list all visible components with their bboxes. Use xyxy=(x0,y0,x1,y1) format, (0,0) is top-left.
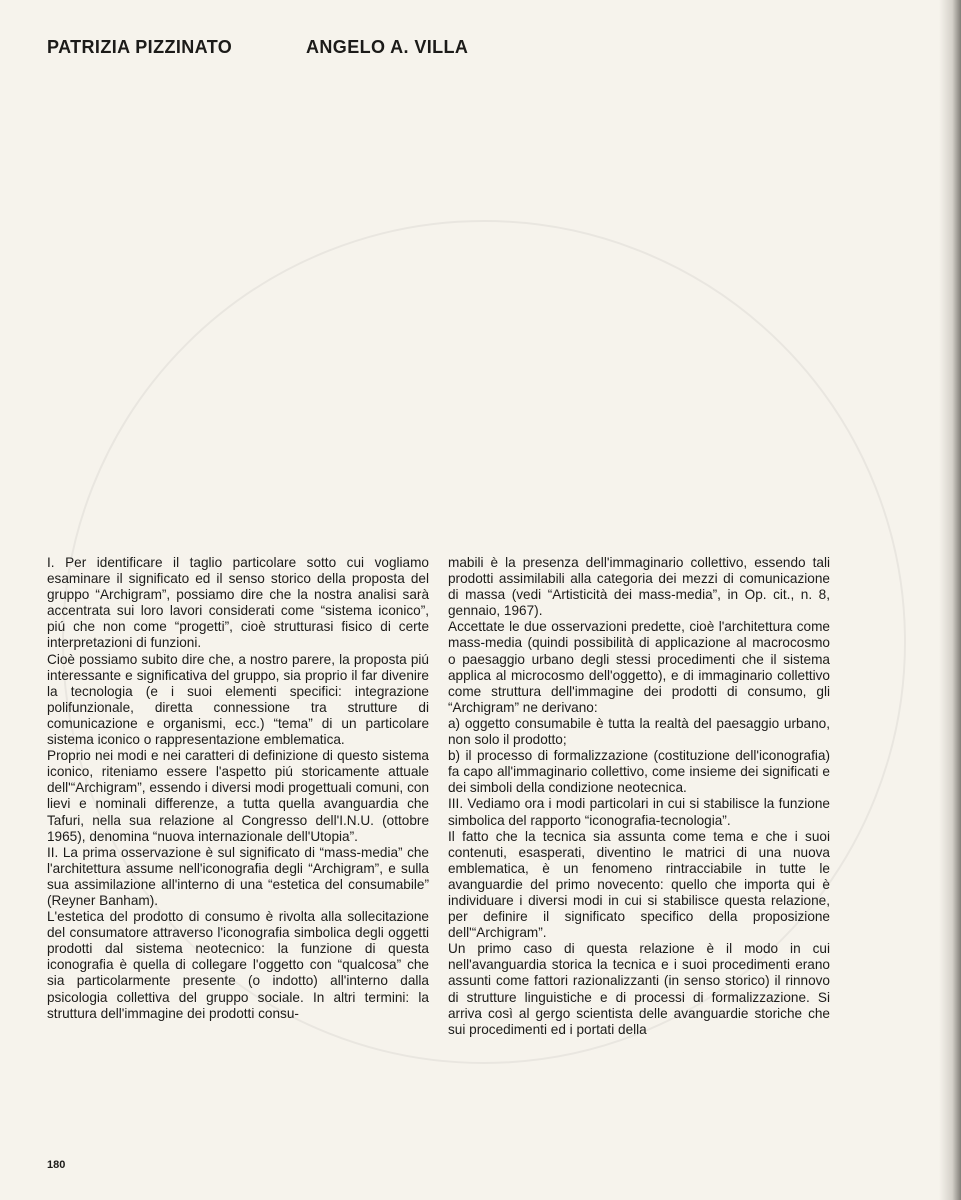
paragraph: I. Per identificare il taglio particolare sotto cui vogliamo esaminare il significato ed il senso storico della proposta del gruppo “Archigram”, possiamo dire che la nostra analisi sarà accentrata sui loro lavori considerati come “sistema iconico”, piú che non come “progetti”, cioè strutturasi fisico di certe interpretazioni di funzioni. xyxy=(47,555,429,651)
paragraph: a) oggetto consumabile è tutta la realtà del paesaggio urbano, non solo il prodotto; xyxy=(448,715,830,748)
author-name: PATRIZIA PIZZINATO xyxy=(47,37,233,57)
paragraph: II. La prima osservazione è sul significato di “mass-media” che l'architettura assume nell'iconografia degli “Archigram”, e sulla sua assimilazione all'interno di una “estetica del consumabile” (Reyner Banham). xyxy=(47,844,429,908)
paragraph: Un primo caso di questa relazione è il modo in cui nell'avanguardia storica la tecnica e i suoi procedimenti erano assunti come fattori razionalizzanti (in senso storico) il rinnovo di strutture linguistiche e di processi di formalizzazione. Si arriva così al gergo scientista delle avanguardie storiche che sui procedimenti ed i portati della xyxy=(448,941,830,1037)
paragraph: Cioè possiamo subito dire che, a nostro parere, la proposta piú interessante e significativa del gruppo, sia proprio il far divenire la tecnologia (e i suoi elementi specifici: integrazione polifunzionale, diretta connessione tra strutture di comunicazione e organismi, ecc.) “tema” di un particolare sistema iconico o rappresentazione emblematica. xyxy=(47,651,429,748)
page-number: 180 xyxy=(47,1159,66,1171)
page-edge-shadow xyxy=(939,0,961,1200)
paragraph: Il fatto che la tecnica sia assunta come tema e che i suoi contenuti, esasperati, diventino le matrici di una nuova emblematica, è un fenomeno rintracciabile in tutte le avanguardie del primo novecento: quello che importa qui è individuare i diversi modi in cui si stabilisce questa relazione, per definire il significato specifico della proposizione dell'“Archigram”. xyxy=(448,828,830,941)
text-column-right xyxy=(448,555,830,1038)
paragraph: mabili è la presenza dell'immaginario collettivo, essendo tali prodotti assimilabili alla categoria dei mezzi di comunicazione di massa (vedi “Artisticità dei mass-media”, in Op. cit., n. 8, gennaio, 1967). xyxy=(448,555,830,619)
paragraph: III. Vediamo ora i modi particolari in cui si stabilisce la funzione simbolica del rapporto “iconografia-tecnologia”. xyxy=(448,796,830,828)
text-column-left xyxy=(47,555,429,1022)
paragraph: L'estetica del prodotto di consumo è rivolta alla sollecitazione del consumatore attraverso l'iconografia simbolica degli oggetti prodotti dal sistema neotecnico: la funzione di questa iconografia è quella di collegare l'oggetto con “qualcosa” che sia particolarmente presente (o indotto) all'interno dalla psicologia collettiva del gruppo sociale. In altri termini: la struttura dell'immagine dei prodotti consu- xyxy=(47,909,429,1021)
paragraph: b) il processo di formalizzazione (costituzione dell'iconografia) fa capo all'immaginario collettivo, come insieme dei significati e dei simboli della condizione neotecnica. xyxy=(448,748,830,796)
author-name: ANGELO A. VILLA xyxy=(306,37,469,57)
paragraph: Accettate le due osservazioni predette, cioè l'architettura come mass-media (quindi possibilità di applicazione al macrocosmo o paesaggio urbano degli stessi procedimenti che il sistema applica al microcosmo dell'oggetto), e di immaginario collettivo come struttura dell'immagine dei prodotti di consumo, gli “Archigram” ne derivano: xyxy=(448,619,830,715)
paragraph: Proprio nei modi e nei caratteri di definizione di questo sistema iconico, riteniamo essere l'aspetto piú storicamente attuale dell'“Archigram”, essendo i diversi modi progettuali comuni, con lievi e nominali differenze, a tutta quella avanguardia che Tafuri, nella sua relazione al Congresso dell'I.N.U. (ottobre 1965), denomina “nuova internazionale dell'Utopia”. xyxy=(47,748,429,844)
